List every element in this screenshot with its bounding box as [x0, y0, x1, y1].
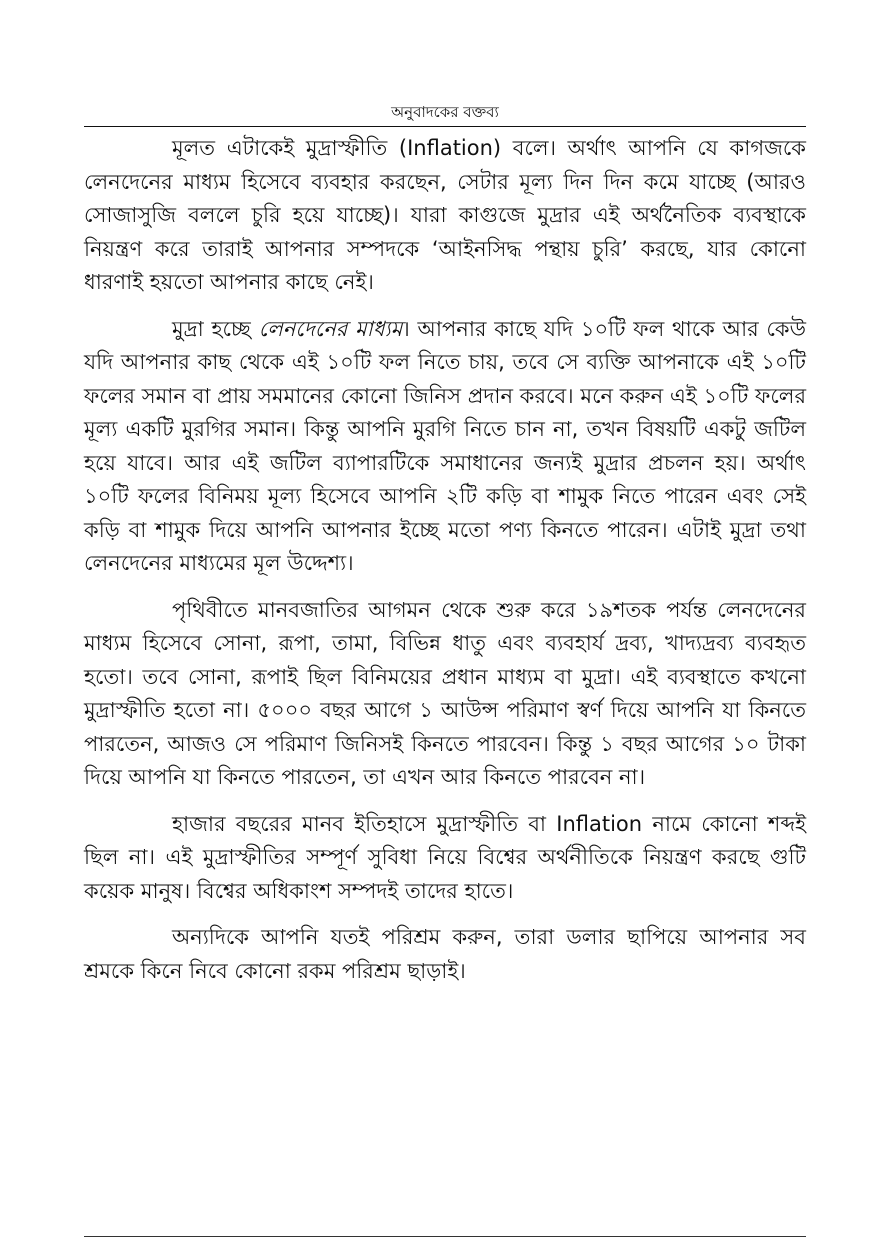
- footer-rule: [84, 1236, 806, 1237]
- paragraph-lead: মুদ্রা হচ্ছে: [172, 316, 251, 341]
- header-rule: [84, 126, 806, 127]
- paragraph-gold-silver-history: পৃথিবীতে মানবজাতির আগমন থেকে শুরু করে ১৯শতক পর্যন্ত লেনদেনের মাধ্যম হিসেবে সোনা, রূপা, তামা, বিভিন্ন ধাতু এবং ব্যবহার্য দ্রব্য, খাদ্যদ্রব্য ব্যবহৃত হতো। তবে সোনা, রূপাই ছিল বিনিময়ের প্রধান মাধ্যম বা মুদ্রা। এই ব্যবস্থাতে কখনো মুদ্রাস্ফীতি হতো না। ৫০০০ বছর আগে ১ আউন্স পরিমাণ স্বর্ণ দিয়ে আপনি যা কিনতে পারতেন, আজও সে পরিমাণ জিনিসই কিনতে পারবেন। কিন্তু ১ বছর আগের ১০ টাকা দিয়ে আপনি যা কিনতে পারতেন, তা এখন আর কিনতে পারবেন না।: [84, 597, 806, 789]
- body-text: [84, 132, 806, 988]
- emphasized-term: লেনদেনের মাধ্যম: [258, 316, 403, 341]
- paragraph-inflation-history: হাজার বছরের মানব ইতিহাসে মুদ্রাস্ফীতি বা Inflation নামে কোনো শব্দই ছিল না। এই মুদ্রাস্ফীতির সম্পূর্ণ সুবিধা নিয়ে বিশ্বের অর্থনীতিকে নিয়ন্ত্রণ করছে গুটি কয়েক মানুষ। বিশ্বের অধিকাংশ সম্পদই তাদের হাতে।: [84, 811, 806, 903]
- paragraph-medium-of-exchange: [84, 313, 806, 581]
- paragraph-inflation-definition: মূলত এটাকেই মুদ্রাস্ফীতি (Inflation) বলে। অর্থাৎ আপনি যে কাগজকে লেনদেনের মাধ্যম হিসেবে ব্যবহার করছেন, সেটার মূল্য দিন দিন কমে যাচ্ছে (আরও সোজাসুজি বললে চুরি হয়ে যাচ্ছে)। যারা কাগুজে মুদ্রার এই অর্থনৈতিক ব্যবস্থাকে নিয়ন্ত্রণ করে তারাই আপনার সম্পদকে ‘আইনসিদ্ধ পন্থায় চুরি’ করছে, যার কোনো ধারণাই হয়তো আপনার কাছে নেই।: [84, 136, 806, 294]
- running-head: অনুবাদকের বক্তব্য: [391, 103, 499, 121]
- paragraph-labor-dollar: অন্যদিকে আপনি যতই পরিশ্রম করুন, তারা ডলার ছাপিয়ে আপনার সব শ্রমকে কিনে নিবে কোনো রকম পরিশ্রম ছাড়াই।: [84, 925, 806, 983]
- paragraph-rest: । আপনার কাছে যদি ১০টি ফল থাকে আর কেউ যদি আপনার কাছ থেকে এই ১০টি ফল নিতে চায়, তবে সে ব্যক্তি আপনাকে এই ১০টি ফলের সমান বা প্রায় সমমানের কোনো জিনিস প্রদান করবে। মনে করুন এই ১০টি ফলের মূল্য একটি মুরগির সমান। কিন্তু আপনি মুরগি নিতে চান না, তখন বিষয়টি একটু জটিল হয়ে যাবে। আর এই জটিল ব্যাপারটিকে সমাধানের জন্যই মুদ্রার প্রচলন হয়। অর্থাৎ ১০টি ফলের বিনিময় মূল্য হিসেবে আপনি ২টি কড়ি বা শামুক নিতে পারেন এবং সেই কড়ি বা শামুক দিয়ে আপনি আপনার ইচ্ছে মতো পণ্য কিনতে পারেন। এটাই মুদ্রা তথা লেনদেনের মাধ্যমের মূল উদ্দেশ্য।: [84, 316, 806, 575]
